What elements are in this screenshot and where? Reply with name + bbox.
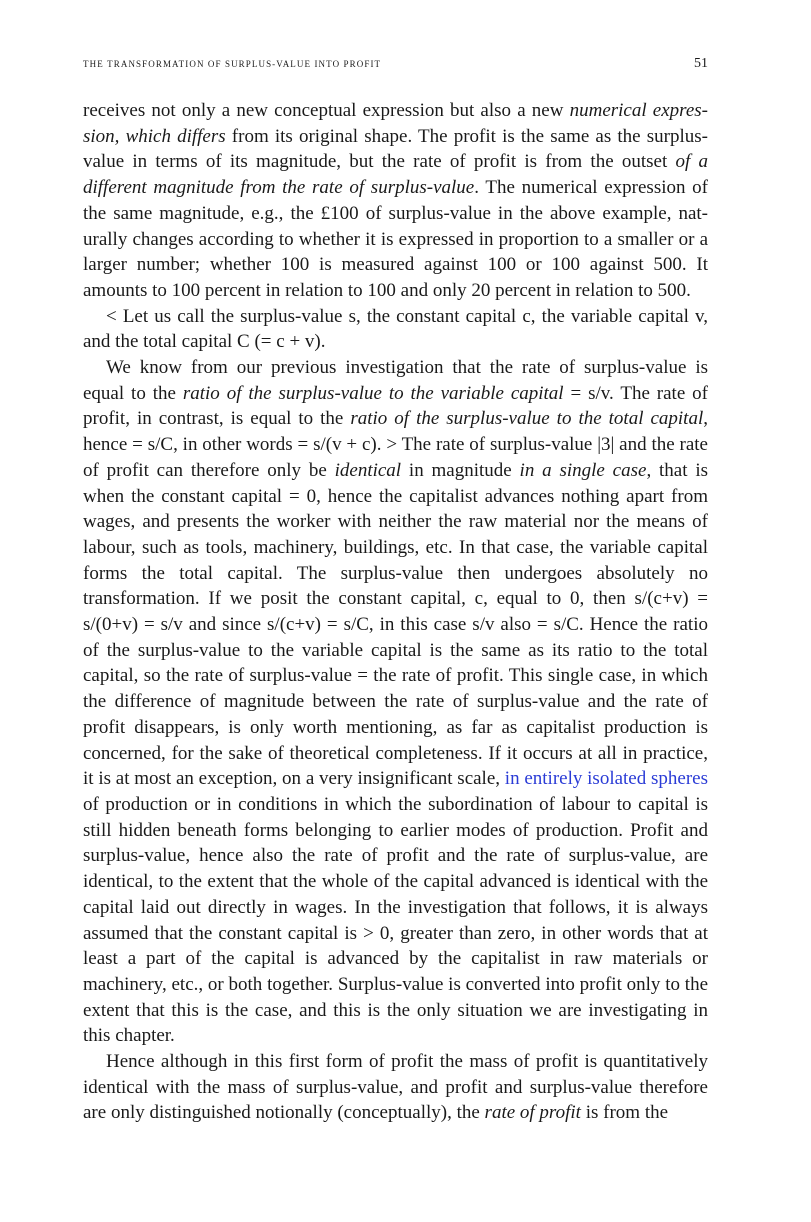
paragraph-1 [83,98,708,304]
text-segment: , hence = s/C, in other words = s/(v + c). > The rate of surplus-value |3| and the rate of profit can therefore only be [83,408,708,481]
text-segment: < Let us call the surplus-value s, the constant capital c, the variable capital v, and the total capital C (= c + v). [83,305,708,353]
text-segment: , that is when the constant capital = 0, hence the capitalist advances nothing apart from wages, and presents the worker with neither the raw material nor the means of labour, such as tools, machinery, buildings, etc. In that case, the variable capital forms the total capital. The surplus-value then undergoes absolutely no transformation. If we posit the constant capital, c, equal to 0, then s/(c+v) = s/(0+v) = s/v and since s/(c+v) = s/C, in this case s/v also = s/C. Hence the ratio of the surplus-value to the variable capital is the same as its ratio to the total capital, so the rate of surplus-value = the rate of profit. This single case, in which the difference of magnitude between the rate of surplus-value and the rate of profit disappears, is only worth mentioning, as far as capitalist production is concerned, for the sake of theoretical completeness. If it occurs at all in practice, it is at most an exception, on a very insignificant scale, [83,459,708,790]
italic-segment: rate of profit [484,1102,581,1124]
isolated-spheres-link[interactable]: in entirely isolated spheres [504,768,708,790]
italic-segment: of a different magnitude from the rate of surplus-value [83,151,709,199]
text-segment: from its original shape. The profit is the same as the surplus-value in terms of its magnitude, but the rate of profit is from the outset [83,125,708,173]
italic-segment: identical [334,459,402,481]
italic-segment: numerical expression, which differs [83,100,708,147]
text-segment: receives not only a new conceptual expression but also a new [83,100,570,121]
paragraph-3 [83,355,708,1049]
page-number: 51 [694,56,708,71]
running-head [83,56,708,71]
text-segment: We know from our previous investigation that the rate of surplus-value is equal to the [83,357,708,404]
paragraph-2 [83,304,708,355]
running-title: the transformation of surplus-value into profit [83,56,382,70]
text-segment: is from the [580,1102,669,1124]
text-segment: . The numerical expression of the same magnitude, e.g., the £100 of surplus-value in the above example, naturally changes according to whether it is expressed in proportion to a smaller or a larger number; whether 100 is measured against 100 or 100 against 500. It amounts to 100 percent in relation to 100 and only 20 percent in relation to 500. [83,177,709,301]
body-text [83,98,708,1126]
italic-segment: ratio of the surplus-value to the variable capital [182,382,564,404]
text-segment: of production or in conditions in which the subordination of labour to capital is still hidden beneath forms belonging to earlier modes of production. Profit and surplus-value, hence also the rate of profit and the rate of surplus-value, are identical, to the extent that the whole of the capital advanced is identical with the capital laid out directly in wages. In the investigation that follows, it is always assumed that the constant capital is > 0, greater than zero, in other words that at least a part of the capital is advanced by the capitalist in raw materials or machinery, etc., or both together. Surplus-value is converted into profit only to the extent that this is the case, and this is the only situation we are investigating in this chapter. [83,793,708,1047]
italic-segment: ratio of the surplus-value to the total capital [350,408,704,430]
italic-segment: in a single case [519,459,647,481]
text-segment: in magnitude [401,459,520,481]
paragraph-4 [83,1049,708,1126]
text-segment: = s/v. The rate of profit, in contrast, is equal to the [83,382,708,430]
text-segment: Hence although in this first form of profit the mass of profit is quantitatively identical with the mass of surplus-value, and profit and surplus-value therefore are only distinguished notionally (conceptually), the [83,1051,708,1124]
